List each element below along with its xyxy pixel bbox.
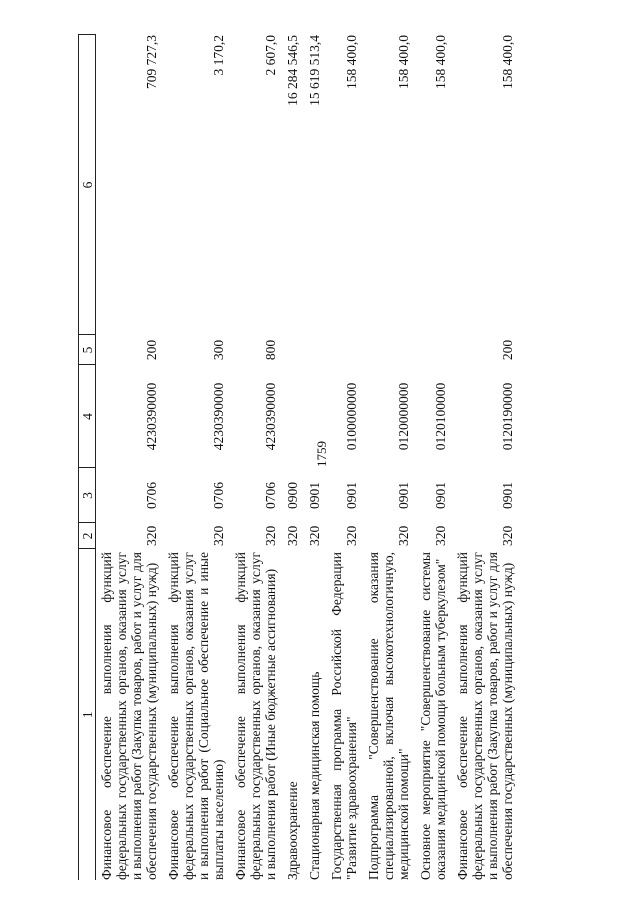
row-ministry-code: 320 xyxy=(285,525,300,546)
row-ministry-code: 320 xyxy=(211,525,226,546)
row-expense-type xyxy=(415,335,452,365)
row-section-code: 0901 xyxy=(344,482,359,509)
row-amount: 158 400,0 xyxy=(500,35,515,89)
row-expense-type xyxy=(326,335,363,365)
header-cell: 2 xyxy=(79,523,96,549)
row-expense-type: 200 xyxy=(500,339,515,361)
table-row xyxy=(96,35,164,880)
row-expense-type xyxy=(282,335,304,365)
row-ministry-code: 320 xyxy=(307,525,322,546)
table-row xyxy=(415,35,452,880)
row-section-code: 0706 xyxy=(144,482,159,509)
table-row xyxy=(163,35,230,880)
row-name: Стационарная медицинская помощь xyxy=(307,671,322,880)
header-cell: 3 xyxy=(79,468,96,523)
row-section-code: 0706 xyxy=(211,482,226,509)
row-section-code: 0901 xyxy=(396,482,411,509)
row-target-code: 4230390000 xyxy=(263,382,278,451)
row-target-code: 0120190000 xyxy=(500,382,515,451)
row-expense-type: 200 xyxy=(144,339,159,361)
page-number: 1759 xyxy=(314,441,329,467)
row-expense-type: 300 xyxy=(211,339,226,361)
row-target-code: 0120000000 xyxy=(396,382,411,451)
row-name: Основное мероприятие "Совершенствование системы оказания медицинской помощи больным туберкулезом" xyxy=(418,552,448,880)
row-name: Финансовое обеспечение выполнения функций федеральных государственных органов, оказания услуг и выполнения работ (Закупка товаров, работ и услуг для обеспечения государственных (муниципальных) нужд) xyxy=(455,552,515,880)
row-section-code: 0900 xyxy=(285,482,300,509)
row-ministry-code: 320 xyxy=(433,525,448,546)
table-row xyxy=(452,35,519,880)
row-section-code: 0901 xyxy=(500,482,515,509)
table-row xyxy=(304,35,326,880)
row-section-code: 0901 xyxy=(433,482,448,509)
row-amount: 158 400,0 xyxy=(396,35,411,89)
row-target-code xyxy=(304,365,326,468)
row-ministry-code: 320 xyxy=(263,525,278,546)
row-ministry-code: 320 xyxy=(500,525,515,546)
row-expense-type: 800 xyxy=(263,339,278,361)
row-ministry-code: 320 xyxy=(344,525,359,546)
budget-table xyxy=(78,35,519,881)
row-target-code xyxy=(282,365,304,468)
row-amount: 15 619 513,4 xyxy=(307,35,322,106)
row-expense-type xyxy=(363,335,415,365)
header-cell: 1 xyxy=(79,549,96,880)
row-name: Государственная программа Российской Федерации "Развитие здравоохранения" xyxy=(329,552,359,880)
row-name: Здравоохранение xyxy=(285,781,300,880)
row-ministry-code: 320 xyxy=(396,525,411,546)
row-target-code: 0120100000 xyxy=(433,382,448,451)
row-amount: 16 284 546,5 xyxy=(285,35,300,106)
row-section-code: 0901 xyxy=(307,482,322,509)
row-name: Финансовое обеспечение выполнения функций федеральных государственных органов, оказания услуг и выполнения работ (Иные бюджетные ассигнования) xyxy=(233,552,278,880)
row-name: Подпрограмма "Совершенствование оказания специализированной, включая высокотехнологичную, медицинской помощи" xyxy=(366,552,411,880)
row-target-code: 4230390000 xyxy=(144,382,159,451)
row-amount: 158 400,0 xyxy=(344,35,359,89)
table-row xyxy=(282,35,304,880)
table-header-row xyxy=(79,35,96,880)
budget-table-rotated xyxy=(78,35,640,880)
header-cell: 4 xyxy=(79,365,96,468)
header-cell: 5 xyxy=(79,335,96,365)
table-row xyxy=(363,35,415,880)
row-target-code: 4230390000 xyxy=(211,382,226,451)
row-amount: 158 400,0 xyxy=(433,35,448,89)
row-expense-type xyxy=(304,335,326,365)
header-cell: 6 xyxy=(79,35,96,335)
row-name: Финансовое обеспечение выполнения функций федеральных государственных органов, оказания услуг и выполнения работ (Закупка товаров, работ и услуг для обеспечения государственных (муниципальных) нужд) xyxy=(99,552,159,880)
row-name: Финансовое обеспечение выполнения функций федеральных государственных органов, оказания услуг и выполнения работ (Социальное обеспечение и иные выплаты населению) xyxy=(166,552,226,880)
row-section-code: 0706 xyxy=(263,482,278,509)
row-amount: 2 607,0 xyxy=(263,35,278,76)
row-ministry-code: 320 xyxy=(144,525,159,546)
row-target-code: 0100000000 xyxy=(344,382,359,451)
table-row xyxy=(230,35,282,880)
table-row xyxy=(326,35,363,880)
row-amount: 3 170,2 xyxy=(211,35,226,76)
row-amount: 709 727,3 xyxy=(144,35,159,89)
